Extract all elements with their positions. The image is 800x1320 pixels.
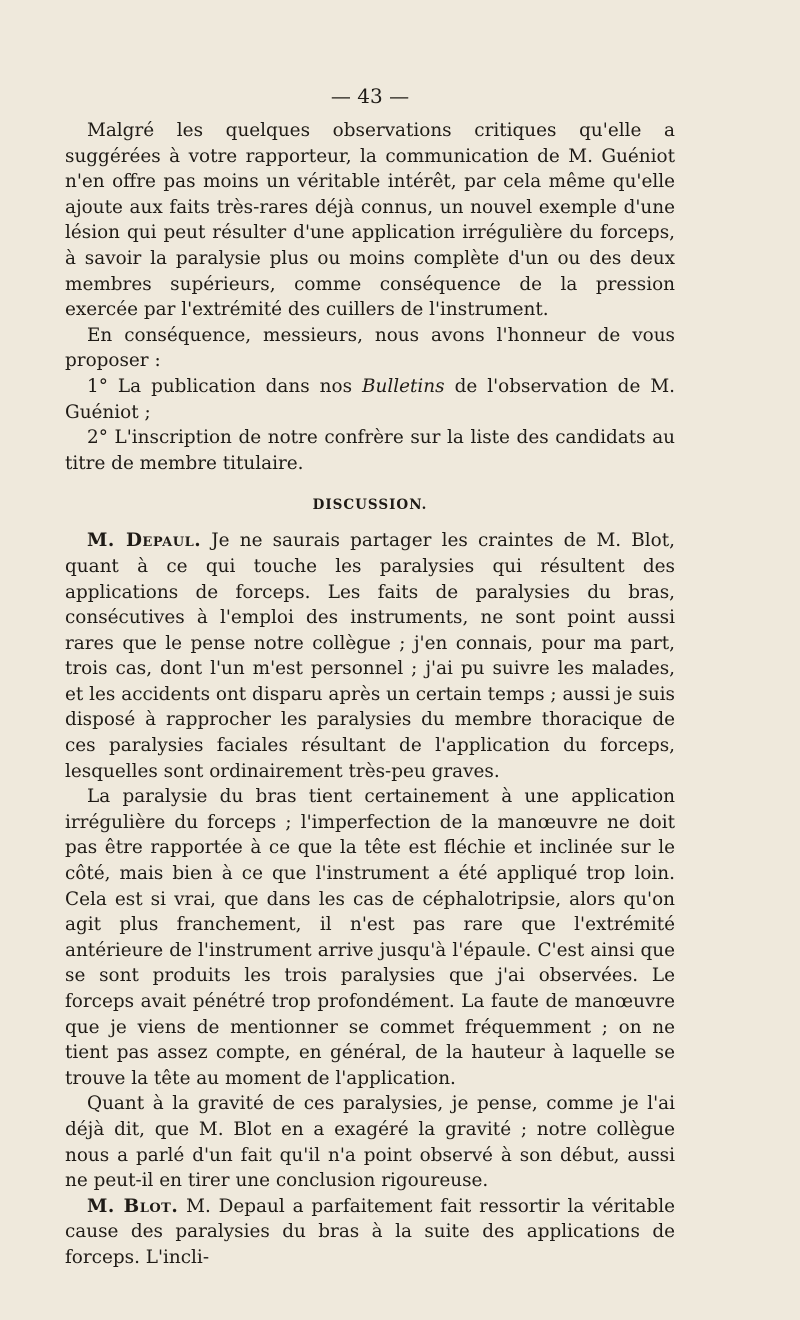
blot-remark-text: M. Depaul a parfaitement fait ressortir la véritable cause des paralysies du bras à la suite des applications de forceps. L'incli- <box>65 1195 676 1268</box>
speaker-depaul: M. Depaul. <box>87 530 202 552</box>
discussion-heading: DISCUSSION. <box>312 497 428 514</box>
paragraph-depaul-gravity: Quant à la gravité de ces paralysies, je pense, comme je l'ai déjà dit, que M. Blot en a exagéré la gravité ; notre collègue nous a parlé d'un fait qu'il n'a point observé à son début, aussi ne peut-il en tirer une conclusion rigoureuse. <box>65 1093 675 1192</box>
proposal-1-text-after: de l'observation de M. Guéniot ; <box>65 375 676 423</box>
paragraph-blot-remark <box>65 1194 675 1271</box>
speaker-blot: M. Blot. <box>87 1195 179 1217</box>
proposal-item-1 <box>65 374 675 425</box>
paragraph-depaul-remark <box>65 528 675 784</box>
proposal-1-text-before: 1° La publication dans nos <box>87 375 363 397</box>
paragraph-proposal-intro: En conséquence, messieurs, nous avons l'honneur de vous proposer : <box>65 324 675 372</box>
proposal-item-2: 2° L'inscription de notre confrère sur la liste des candidats au titre de membre titulaire. <box>65 427 675 474</box>
depaul-remark-text: Je ne saurais partager les craintes de M. Blot, quant à ce qui touche les paralysies qui résultent des applications de forceps. Les faits de paralysies du bras, consécutives à l'emploi des instruments, ne sont point aussi rares que le pense notre collègue ; j'en connais, pour ma part, trois cas, dont l'un m'est personnel ; j'ai pu suivre les malades, et les accidents ont disparu après un certain temps ; aussi je suis disposé à rapprocher les paralysies du membre thoracique de ces paralysies faciales résultant de l'application du forceps, lesquelles sont ordinairement très-peu graves. <box>65 530 675 782</box>
page-number: — 43 — <box>330 84 410 108</box>
paragraph-depaul-paralysis-cause: La paralysie du bras tient certainement à une application irrégulière du forceps ; l'imperfection de la manœuvre ne doit pas être rapportée à ce que la tête est fléchie et inclinée sur le côté, mais bien à ce que l'instrument a été appliqué trop loin. Cela est si vrai, que dans les cas de céphalotripsie, alors qu'on agit plus franchement, il n'est pas rare que l'extrémité antérieure de l'instrument arrive jusqu'à l'épaule. C'est ainsi que se sont produits les trois paralysies que j'ai observées. Le forceps avait pénétré trop profondément. La faute de manœuvre que je viens de mentionner se commet fréquemment ; on ne tient pas assez compte, en général, de la hauteur à laquelle se trouve la tête au moment de l'application. <box>65 786 675 1089</box>
bulletins-italic: Bulletins <box>362 375 445 397</box>
paragraph-report-conclusion: Malgré les quelques observations critiques qu'elle a suggérées à votre rapporteur, la communication de M. Guéniot n'en offre pas moins un véritable intérêt, par cela même qu'elle ajoute aux faits très-rares déjà connus, un nouvel exemple d'une lésion qui peut résulter d'une application irrégulière du forceps, à savoir la paralysie plus ou moins complète d'un ou des deux membres supérieurs, comme conséquence de la pression exercée par l'extrémité des cuillers de l'instrument. <box>65 120 675 321</box>
